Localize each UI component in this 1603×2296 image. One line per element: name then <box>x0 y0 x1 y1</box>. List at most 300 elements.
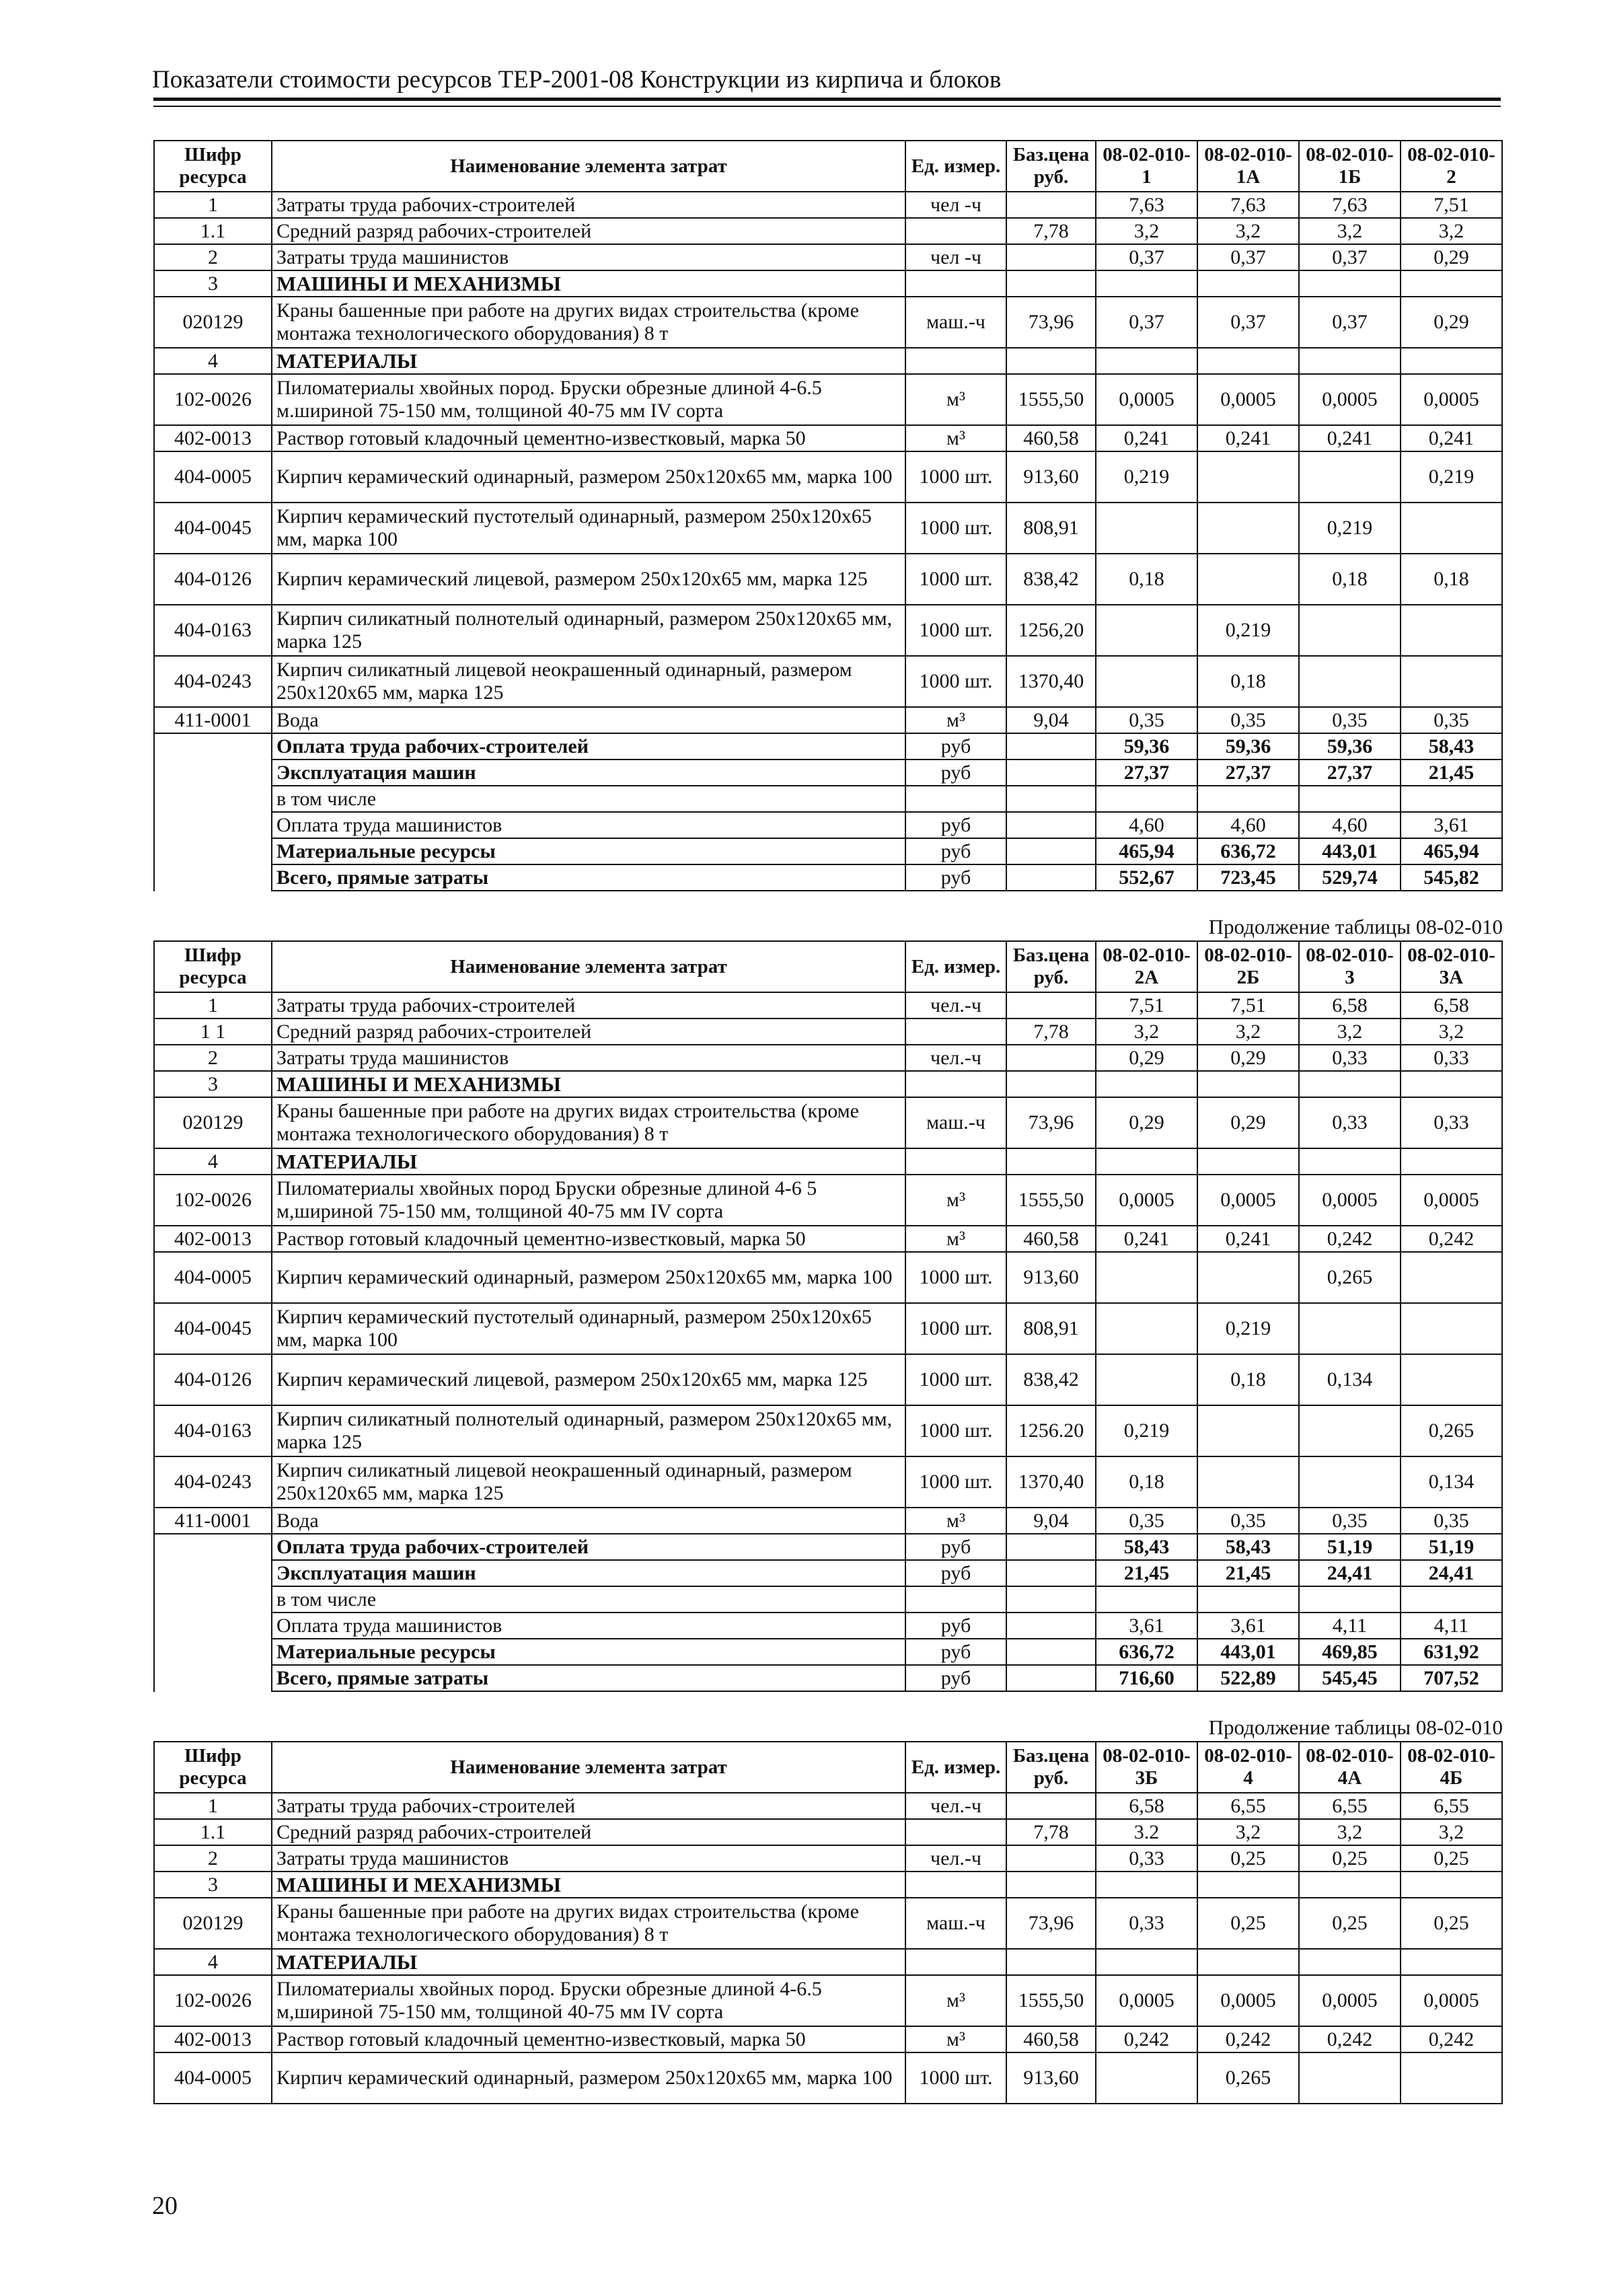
resource-code <box>154 1586 272 1613</box>
cost-element-name: Затраты труда машинистов <box>272 1045 905 1071</box>
variant-value: 0,265 <box>1197 2052 1299 2104</box>
resource-code <box>154 1560 272 1586</box>
variant-value <box>1096 1354 1197 1405</box>
cost-element-name: МАТЕРИАЛЫ <box>272 1148 905 1175</box>
unit-of-measure: чел -ч <box>905 244 1006 270</box>
variant-value: 0,241 <box>1096 425 1197 451</box>
variant-value: 3,2 <box>1096 218 1197 244</box>
variant-value: 636,72 <box>1197 838 1299 864</box>
variant-value <box>1197 503 1299 554</box>
variant-value: 0,134 <box>1299 1354 1401 1405</box>
base-price: 913,60 <box>1006 1252 1096 1303</box>
cost-element-name: Пиломатериалы хвойных пород Бруски обрезные длиной 4-6 5 м,шириной 75-150 мм, толщиной 40-75 мм IV сорта <box>272 1175 905 1226</box>
variant-value: 0,35 <box>1096 1508 1197 1534</box>
resource-code: 404-0005 <box>154 2052 272 2104</box>
unit-of-measure: чел -ч <box>905 192 1006 218</box>
variant-value: 0,242 <box>1096 2026 1197 2052</box>
variant-value: 0,0005 <box>1299 374 1401 425</box>
page-header-title: Показатели стоимости ресурсов ТЕР-2001-08 Конструкции из кирпича и блоков <box>152 66 1002 94</box>
variant-value <box>1401 656 1502 707</box>
resource-code: 402-0013 <box>154 1226 272 1252</box>
variant-value: 0,35 <box>1401 1508 1502 1534</box>
unit-of-measure: 1000 шт. <box>905 2052 1006 2104</box>
table-row <box>154 1949 1502 1975</box>
variant-value: 21,45 <box>1096 1560 1197 1586</box>
header-price: Баз.цена руб. <box>1006 141 1096 192</box>
resource-code: 2 <box>154 1845 272 1872</box>
header-rule-thin <box>153 106 1501 107</box>
cost-element-name: Всего, прямые затраты <box>272 1665 905 1691</box>
header-variant: 08-02-010-1А <box>1197 141 1299 192</box>
base-price: 7,78 <box>1006 1019 1096 1045</box>
base-price: 9,04 <box>1006 707 1096 733</box>
variant-value: 0,219 <box>1096 451 1197 503</box>
variant-value <box>1197 1872 1299 1898</box>
unit-of-measure: 1000 шт. <box>905 1303 1006 1354</box>
variant-value <box>1197 348 1299 374</box>
variant-value: 0,219 <box>1197 605 1299 656</box>
cost-element-name: Затраты труда рабочих-строителей <box>272 192 905 218</box>
resource-code <box>154 733 272 760</box>
variant-value: 0,0005 <box>1299 1175 1401 1226</box>
variant-value: 0,29 <box>1096 1045 1197 1071</box>
table-row <box>154 1613 1502 1639</box>
unit-of-measure: чел.-ч <box>905 1845 1006 1872</box>
cost-element-name: Затраты труда машинистов <box>272 1845 905 1872</box>
variant-value: 0,241 <box>1401 425 1502 451</box>
base-price <box>1006 760 1096 786</box>
cost-element-name: Затраты труда рабочих-строителей <box>272 1793 905 1819</box>
resource-code: 3 <box>154 1071 272 1097</box>
variant-value: 24,41 <box>1401 1560 1502 1586</box>
base-price <box>1006 864 1096 891</box>
resource-code: 404-0243 <box>154 1456 272 1508</box>
base-price <box>1006 992 1096 1019</box>
resource-code: 020129 <box>154 297 272 348</box>
variant-value: 6,55 <box>1299 1793 1401 1819</box>
table-row <box>154 1560 1502 1586</box>
base-price <box>1006 1586 1096 1613</box>
variant-value <box>1096 1252 1197 1303</box>
variant-value <box>1401 270 1502 297</box>
table-row <box>154 1819 1502 1845</box>
base-price: 73,96 <box>1006 1898 1096 1949</box>
variant-value <box>1401 1148 1502 1175</box>
unit-of-measure <box>905 1071 1006 1097</box>
table-row <box>154 1665 1502 1691</box>
variant-value <box>1197 1252 1299 1303</box>
table-row <box>154 1898 1502 1949</box>
unit-of-measure: 1000 шт. <box>905 503 1006 554</box>
table-row <box>154 760 1502 786</box>
cost-element-name: Затраты труда машинистов <box>272 244 905 270</box>
table-row <box>154 1405 1502 1456</box>
table-row <box>154 1226 1502 1252</box>
base-price <box>1006 1045 1096 1071</box>
variant-value <box>1197 451 1299 503</box>
resource-code: 404-0005 <box>154 451 272 503</box>
resource-code: 404-0243 <box>154 656 272 707</box>
table-row <box>154 656 1502 707</box>
base-price: 460,58 <box>1006 2026 1096 2052</box>
variant-value: 0,18 <box>1096 1456 1197 1508</box>
unit-of-measure: руб <box>905 1534 1006 1560</box>
cost-element-name: Материальные ресурсы <box>272 1639 905 1665</box>
variant-value: 0,18 <box>1401 554 1502 605</box>
unit-of-measure <box>905 270 1006 297</box>
header-unit: Ед. измер. <box>905 141 1006 192</box>
variant-value: 6,55 <box>1197 1793 1299 1819</box>
variant-value <box>1401 1071 1502 1097</box>
cost-element-name: МАШИНЫ И МЕХАНИЗМЫ <box>272 1872 905 1898</box>
header-variant: 08-02-010-1Б <box>1299 141 1401 192</box>
header-name: Наименование элемента затрат <box>272 941 905 992</box>
cost-element-name: Средний разряд рабочих-строителей <box>272 1819 905 1845</box>
cost-element-name: Раствор готовый кладочный цементно-известковый, марка 50 <box>272 1226 905 1252</box>
variant-value: 27,37 <box>1197 760 1299 786</box>
base-price: 9,04 <box>1006 1508 1096 1534</box>
variant-value <box>1299 605 1401 656</box>
variant-value: 0,33 <box>1401 1097 1502 1148</box>
variant-value: 7,63 <box>1096 192 1197 218</box>
variant-value: 465,94 <box>1096 838 1197 864</box>
resource-code: 4 <box>154 1148 272 1175</box>
unit-of-measure: руб <box>905 760 1006 786</box>
table-row <box>154 1148 1502 1175</box>
variant-value <box>1096 605 1197 656</box>
variant-value: 4,11 <box>1299 1613 1401 1639</box>
variant-value: 3,61 <box>1096 1613 1197 1639</box>
variant-value: 0,265 <box>1401 1405 1502 1456</box>
variant-value: 3,2 <box>1401 1019 1502 1045</box>
variant-value: 0,25 <box>1299 1845 1401 1872</box>
variant-value <box>1299 2052 1401 2104</box>
cost-element-name: МАШИНЫ И МЕХАНИЗМЫ <box>272 1071 905 1097</box>
base-price: 1555,50 <box>1006 1975 1096 2026</box>
cost-element-name: Кирпич керамический лицевой, размером 250х120х65 мм, марка 125 <box>272 554 905 605</box>
table-row <box>154 812 1502 838</box>
variant-value: 443,01 <box>1197 1639 1299 1665</box>
variant-value: 0,35 <box>1299 1508 1401 1534</box>
variant-value <box>1401 348 1502 374</box>
variant-value: 3,2 <box>1096 1019 1197 1045</box>
variant-value: 0,0005 <box>1299 1975 1401 2026</box>
base-price <box>1006 1639 1096 1665</box>
resource-code: 102-0026 <box>154 1175 272 1226</box>
resource-code: 1 <box>154 192 272 218</box>
cost-element-name: Оплата труда машинистов <box>272 812 905 838</box>
variant-value: 6,58 <box>1096 1793 1197 1819</box>
unit-of-measure: чел.-ч <box>905 992 1006 1019</box>
table-row <box>154 1793 1502 1819</box>
variant-value: 0,29 <box>1197 1045 1299 1071</box>
variant-value: 0,33 <box>1299 1097 1401 1148</box>
base-price: 1256,20 <box>1006 605 1096 656</box>
variant-value: 0,18 <box>1197 656 1299 707</box>
resource-code: 402-0013 <box>154 2026 272 2052</box>
variant-value: 0,241 <box>1197 425 1299 451</box>
variant-value: 0,25 <box>1299 1898 1401 1949</box>
variant-value <box>1401 1586 1502 1613</box>
resource-code <box>154 1665 272 1691</box>
table-row <box>154 192 1502 218</box>
cost-element-name: Средний разряд рабочих-строителей <box>272 1019 905 1045</box>
unit-of-measure: руб <box>905 864 1006 891</box>
variant-value: 0,0005 <box>1401 1175 1502 1226</box>
variant-value: 0,0005 <box>1197 1175 1299 1226</box>
variant-value: 3,2 <box>1299 218 1401 244</box>
header-variant: 08-02-010-2Б <box>1197 941 1299 992</box>
resource-code: 1.1 <box>154 1819 272 1845</box>
base-price <box>1006 1793 1096 1819</box>
header-name: Наименование элемента затрат <box>272 1742 905 1793</box>
table-row <box>154 707 1502 733</box>
base-price <box>1006 1148 1096 1175</box>
variant-value <box>1096 503 1197 554</box>
unit-of-measure: 1000 шт. <box>905 451 1006 503</box>
table-header-row <box>154 1742 1502 1793</box>
table-row <box>154 1975 1502 2026</box>
table-row <box>154 838 1502 864</box>
table-row <box>154 1534 1502 1560</box>
variant-value: 51,19 <box>1299 1534 1401 1560</box>
base-price: 73,96 <box>1006 297 1096 348</box>
variant-value <box>1401 786 1502 812</box>
variant-value: 21,45 <box>1401 760 1502 786</box>
variant-value: 0,33 <box>1401 1045 1502 1071</box>
table-row <box>154 733 1502 760</box>
table-row <box>154 1354 1502 1405</box>
variant-value <box>1299 656 1401 707</box>
table-row <box>154 1097 1502 1148</box>
variant-value: 3,2 <box>1197 1819 1299 1845</box>
variant-value: 58,43 <box>1096 1534 1197 1560</box>
variant-value <box>1197 270 1299 297</box>
variant-value: 0,29 <box>1096 1097 1197 1148</box>
variant-value: 552,67 <box>1096 864 1197 891</box>
unit-of-measure <box>905 1949 1006 1975</box>
unit-of-measure: чел.-ч <box>905 1045 1006 1071</box>
cost-element-name: Оплата труда рабочих-строителей <box>272 1534 905 1560</box>
resource-code: 404-0045 <box>154 503 272 554</box>
variant-value: 0,18 <box>1299 554 1401 605</box>
base-price <box>1006 1845 1096 1872</box>
variant-value: 0,241 <box>1197 1226 1299 1252</box>
variant-value <box>1096 2052 1197 2104</box>
unit-of-measure: м³ <box>905 1508 1006 1534</box>
variant-value <box>1096 1303 1197 1354</box>
variant-value: 0,25 <box>1401 1898 1502 1949</box>
variant-value: 0,29 <box>1401 244 1502 270</box>
variant-value: 0,25 <box>1197 1845 1299 1872</box>
base-price: 1370,40 <box>1006 656 1096 707</box>
variant-value: 0,37 <box>1096 244 1197 270</box>
variant-value <box>1299 270 1401 297</box>
variant-value: 4,11 <box>1401 1613 1502 1639</box>
variant-value: 3,2 <box>1197 218 1299 244</box>
unit-of-measure: руб <box>905 1613 1006 1639</box>
variant-value: 0,37 <box>1299 244 1401 270</box>
resource-code: 411-0001 <box>154 1508 272 1534</box>
resource-code: 404-0163 <box>154 1405 272 1456</box>
header-name: Наименование элемента затрат <box>272 141 905 192</box>
table-row <box>154 1845 1502 1872</box>
resource-code: 2 <box>154 244 272 270</box>
resource-code <box>154 1613 272 1639</box>
cost-element-name: Раствор готовый кладочный цементно-известковый, марка 50 <box>272 425 905 451</box>
variant-value: 7,51 <box>1401 192 1502 218</box>
unit-of-measure <box>905 1148 1006 1175</box>
variant-value: 0,241 <box>1299 425 1401 451</box>
base-price <box>1006 1560 1096 1586</box>
header-variant: 08-02-010-4А <box>1299 1742 1401 1793</box>
resource-code <box>154 786 272 812</box>
table-row <box>154 218 1502 244</box>
base-price: 7,78 <box>1006 218 1096 244</box>
unit-of-measure: м³ <box>905 374 1006 425</box>
header-code: Шифр ресурса <box>154 1742 272 1793</box>
cost-table-2 <box>153 940 1503 1692</box>
resource-code: 2 <box>154 1045 272 1071</box>
cost-table-1 <box>153 140 1503 891</box>
table-row <box>154 1252 1502 1303</box>
unit-of-measure: руб <box>905 1560 1006 1586</box>
unit-of-measure: 1000 шт. <box>905 554 1006 605</box>
variant-value: 7,63 <box>1197 192 1299 218</box>
variant-value: 545,82 <box>1401 864 1502 891</box>
resource-code <box>154 1534 272 1560</box>
variant-value <box>1401 503 1502 554</box>
table-row <box>154 992 1502 1019</box>
variant-value: 0,29 <box>1401 297 1502 348</box>
resource-code: 404-0126 <box>154 554 272 605</box>
header-rule-thick <box>153 98 1501 101</box>
variant-value: 7,63 <box>1299 192 1401 218</box>
cost-element-name: Кирпич силикатный полнотелый одинарный, размером 250х120х65 мм, марка 125 <box>272 605 905 656</box>
variant-value: 0,33 <box>1096 1898 1197 1949</box>
variant-value: 0,0005 <box>1096 1975 1197 2026</box>
unit-of-measure: 1000 шт. <box>905 1405 1006 1456</box>
unit-of-measure: м³ <box>905 1975 1006 2026</box>
resource-code: 404-0005 <box>154 1252 272 1303</box>
resource-code: 020129 <box>154 1097 272 1148</box>
header-variant: 08-02-010-2 <box>1401 141 1502 192</box>
variant-value: 522,89 <box>1197 1665 1299 1691</box>
base-price: 1555,50 <box>1006 374 1096 425</box>
variant-value: 24,41 <box>1299 1560 1401 1586</box>
variant-value: 0,242 <box>1197 2026 1299 2052</box>
cost-element-name: Всего, прямые затраты <box>272 864 905 891</box>
variant-value: 3.2 <box>1096 1819 1197 1845</box>
variant-value: 0,242 <box>1401 1226 1502 1252</box>
resource-code: 1 <box>154 1793 272 1819</box>
variant-value: 27,37 <box>1299 760 1401 786</box>
resource-code: 020129 <box>154 1898 272 1949</box>
variant-value: 3,61 <box>1197 1613 1299 1639</box>
variant-value: 707,52 <box>1401 1665 1502 1691</box>
variant-value: 0,37 <box>1096 297 1197 348</box>
variant-value <box>1096 1071 1197 1097</box>
unit-of-measure: маш.-ч <box>905 1898 1006 1949</box>
base-price: 838,42 <box>1006 1354 1096 1405</box>
table-row <box>154 1303 1502 1354</box>
header-unit: Ед. измер. <box>905 1742 1006 1793</box>
base-price <box>1006 786 1096 812</box>
base-price <box>1006 1872 1096 1898</box>
resource-code: 102-0026 <box>154 1975 272 2026</box>
variant-value <box>1096 1586 1197 1613</box>
variant-value: 6,55 <box>1401 1793 1502 1819</box>
table-row <box>154 1045 1502 1071</box>
variant-value <box>1096 1872 1197 1898</box>
variant-value: 0,219 <box>1197 1303 1299 1354</box>
unit-of-measure: 1000 шт. <box>905 605 1006 656</box>
base-price: 913,60 <box>1006 451 1096 503</box>
cost-element-name: Пиломатериалы хвойных пород. Бруски обрезные длиной 4-6.5 м.шириной 75-150 мм, толщиной 40-75 мм IV сорта <box>272 374 905 425</box>
variant-value: 51,19 <box>1401 1534 1502 1560</box>
variant-value: 529,74 <box>1299 864 1401 891</box>
unit-of-measure <box>905 1872 1006 1898</box>
unit-of-measure <box>905 218 1006 244</box>
table-row <box>154 425 1502 451</box>
base-price: 913,60 <box>1006 2052 1096 2104</box>
variant-value: 465,94 <box>1401 838 1502 864</box>
variant-value: 59,36 <box>1197 733 1299 760</box>
variant-value: 0,0005 <box>1096 374 1197 425</box>
variant-value <box>1197 1586 1299 1613</box>
cost-element-name: Эксплуатация машин <box>272 1560 905 1586</box>
cost-element-name: МАТЕРИАЛЫ <box>272 348 905 374</box>
cost-element-name: Кирпич керамический одинарный, размером 250х120х65 мм, марка 100 <box>272 1252 905 1303</box>
header-variant: 08-02-010-3Б <box>1096 1742 1197 1793</box>
base-price <box>1006 1534 1096 1560</box>
header-variant: 08-02-010-3А <box>1401 941 1502 992</box>
resource-code <box>154 760 272 786</box>
variant-value: 0,0005 <box>1197 374 1299 425</box>
variant-value <box>1299 1949 1401 1975</box>
variant-value: 0,219 <box>1401 451 1502 503</box>
unit-of-measure: руб <box>905 838 1006 864</box>
variant-value: 0,37 <box>1197 297 1299 348</box>
header-code: Шифр ресурса <box>154 941 272 992</box>
variant-value <box>1096 656 1197 707</box>
table-row <box>154 2026 1502 2052</box>
base-price: 460,58 <box>1006 425 1096 451</box>
variant-value <box>1401 1949 1502 1975</box>
unit-of-measure: м³ <box>905 425 1006 451</box>
variant-value: 59,36 <box>1299 733 1401 760</box>
base-price <box>1006 192 1096 218</box>
resource-code: 404-0045 <box>154 1303 272 1354</box>
variant-value <box>1299 1456 1401 1508</box>
unit-of-measure: руб <box>905 1665 1006 1691</box>
variant-value: 0,0005 <box>1401 374 1502 425</box>
variant-value <box>1197 786 1299 812</box>
table-row <box>154 1586 1502 1613</box>
base-price <box>1006 812 1096 838</box>
resource-code <box>154 838 272 864</box>
variant-value <box>1401 1252 1502 1303</box>
table-row <box>154 374 1502 425</box>
cost-element-name: Материальные ресурсы <box>272 838 905 864</box>
unit-of-measure: 1000 шт. <box>905 1456 1006 1508</box>
table-header-row <box>154 941 1502 992</box>
cost-element-name: Кирпич керамический одинарный, размером 250х120х65 мм, марка 100 <box>272 451 905 503</box>
header-variant: 08-02-010-3 <box>1299 941 1401 992</box>
cost-element-name: Краны башенные при работе на других видах строительства (кроме монтажа технологического оборудования) 8 т <box>272 1898 905 1949</box>
resource-code: 3 <box>154 270 272 297</box>
header-variant: 08-02-010-4Б <box>1401 1742 1502 1793</box>
